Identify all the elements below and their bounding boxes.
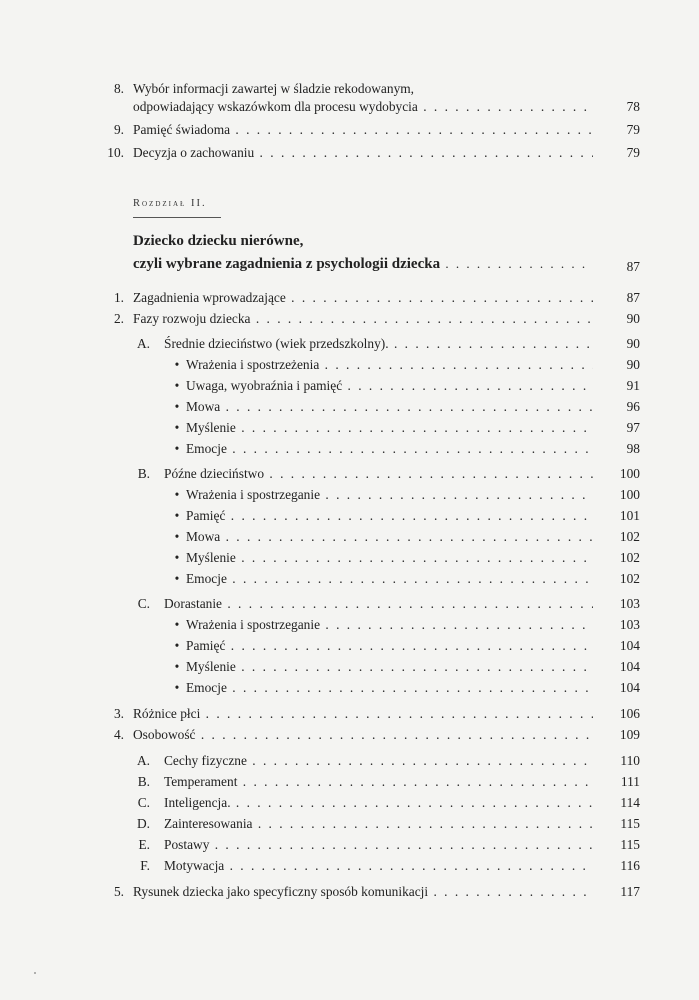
page-number: 98: [626, 441, 640, 456]
entry-title: Pamięć świadoma . . .: [133, 120, 593, 140]
page-number: 103: [619, 596, 640, 611]
bullet-icon: •: [174, 659, 180, 674]
bullet-icon: •: [174, 441, 180, 456]
entry-title: Cechy fizyczne . . .: [164, 751, 593, 771]
page-number: 90: [626, 311, 640, 326]
entry-number: 2.: [113, 311, 124, 326]
entry-title: Rysunek dziecka jako specyficzny sposób komunikacji . . .: [133, 882, 593, 902]
bullet-icon: •: [174, 487, 180, 502]
entry-title: Pamięć . . .: [186, 636, 593, 656]
entry-number: 1.: [113, 290, 124, 305]
page-number: 87: [626, 259, 640, 274]
page-number: 87: [626, 290, 640, 305]
toc-bullet-entry: [0, 506, 699, 526]
bullet-icon: •: [174, 357, 180, 372]
entry-title: Myślenie . . .: [186, 418, 593, 438]
entry-title: Emocje . . .: [186, 678, 593, 698]
toc-bullet-entry: [0, 485, 699, 505]
page-number: 100: [619, 466, 640, 481]
entry-title: Motywacja . . .: [164, 856, 593, 876]
entry-number: 8.: [113, 81, 124, 96]
bullet-icon: •: [174, 399, 180, 414]
toc-entry: [0, 120, 699, 140]
entry-title: Późne dzieciństwo . . .: [164, 464, 593, 484]
page-number: 79: [626, 145, 640, 160]
toc-entry: [0, 288, 699, 308]
entry-number: 10.: [107, 145, 124, 160]
toc-entry: [0, 725, 699, 745]
bullet-icon: •: [174, 529, 180, 544]
entry-title: Zainteresowania . . .: [164, 814, 593, 834]
entry-title: Decyzja o zachowaniu . . .: [133, 143, 593, 163]
chapter-title: Dziecko dziecku nierówne,: [133, 233, 304, 249]
entry-letter: C.: [137, 795, 150, 810]
page-number: 91: [626, 378, 640, 393]
toc-entry: [0, 704, 699, 724]
entry-letter: F.: [140, 858, 150, 873]
toc-bullet-entry: [0, 376, 699, 396]
entry-title: Myślenie . . .: [186, 657, 593, 677]
entry-number: 4.: [113, 727, 124, 742]
page-number: 102: [619, 529, 640, 544]
bullet-icon: •: [174, 571, 180, 586]
entry-title: Wrażenia i spostrzeganie . . .: [186, 485, 593, 505]
toc-bullet-entry: [0, 548, 699, 568]
toc-entry: [0, 882, 699, 902]
entry-letter: A.: [136, 336, 150, 351]
page-number: 78: [626, 99, 640, 114]
entry-title: Fazy rozwoju dziecka . . .: [133, 309, 593, 329]
entry-title: Wrażenia i spostrzeganie . . .: [186, 615, 593, 635]
toc-subentry: [0, 856, 699, 876]
entry-number: 5.: [113, 884, 124, 899]
entry-letter: B.: [137, 466, 150, 481]
entry-title: Uwaga, wyobraźnia i pamięć . . .: [186, 376, 593, 396]
chapter-page-row: [0, 257, 699, 277]
page-number: 111: [620, 774, 640, 789]
entry-title: Myślenie . . .: [186, 548, 593, 568]
toc-entry-continuation: [0, 97, 699, 117]
page-number: 101: [619, 508, 640, 523]
bullet-icon: •: [174, 420, 180, 435]
entry-title: Osobowość . . .: [133, 725, 593, 745]
entry-letter: A.: [136, 753, 150, 768]
page-number: 110: [620, 753, 640, 768]
entry-title: Emocje . . .: [186, 439, 593, 459]
entry-title: Zagadnienia wprowadzające . . .: [133, 288, 593, 308]
entry-title: Dorastanie . . .: [164, 594, 593, 614]
chapter-rule: [133, 217, 221, 218]
bullet-icon: •: [174, 550, 180, 565]
toc-bullet-entry: [0, 569, 699, 589]
toc-entry: [0, 309, 699, 329]
entry-title: Pamięć . . .: [186, 506, 593, 526]
toc-subentry: [0, 793, 699, 813]
page-number: 102: [619, 571, 640, 586]
page-number: 103: [619, 617, 640, 632]
bullet-icon: •: [174, 680, 180, 695]
toc-bullet-entry: [0, 615, 699, 635]
toc-bullet-entry: [0, 678, 699, 698]
entry-title: Temperament . . .: [164, 772, 593, 792]
toc-subentry: [0, 814, 699, 834]
page-number: 104: [619, 680, 640, 695]
entry-letter: C.: [137, 596, 150, 611]
toc-subentry: [0, 772, 699, 792]
entry-title: Wrażenia i spostrzeżenia . . .: [186, 355, 593, 375]
toc-subentry: [0, 835, 699, 855]
toc-entry: [0, 143, 699, 163]
toc-bullet-entry: [0, 397, 699, 417]
toc-bullet-entry: [0, 636, 699, 656]
entry-title: Mowa . . .: [186, 397, 593, 417]
entry-letter: D.: [136, 816, 150, 831]
entry-title: Różnice płci . . .: [133, 704, 593, 724]
toc-subentry: [0, 751, 699, 771]
entry-title: Mowa . . .: [186, 527, 593, 547]
toc-subentry: [0, 334, 699, 354]
entry-title: Postawy . . .: [164, 835, 593, 855]
bullet-icon: •: [174, 617, 180, 632]
entry-number: 3.: [113, 706, 124, 721]
toc-subentry: [0, 594, 699, 614]
page-number: 115: [620, 837, 640, 852]
chapter-label: Rozdział II.: [133, 198, 207, 209]
page-number: 79: [626, 122, 640, 137]
entry-number: 9.: [113, 122, 124, 137]
page-number: 102: [619, 550, 640, 565]
entry-title: Średnie dzieciństwo (wiek przedszkolny). . . .: [164, 334, 593, 354]
page-number: 96: [626, 399, 640, 414]
entry-letter: B.: [137, 774, 150, 789]
bullet-icon: •: [174, 508, 180, 523]
page-number: 106: [619, 706, 640, 721]
page-number: 116: [620, 858, 640, 873]
page-number: 115: [620, 816, 640, 831]
page-number: 117: [620, 884, 640, 899]
page-number: 114: [620, 795, 640, 810]
entry-letter: E.: [138, 837, 150, 852]
page-number: 90: [626, 357, 640, 372]
toc-bullet-entry: [0, 418, 699, 438]
entry-title: Emocje . . .: [186, 569, 593, 589]
page-number: 109: [619, 727, 640, 742]
scan-speck: [34, 972, 36, 974]
page-number: 104: [619, 638, 640, 653]
toc-bullet-entry: [0, 439, 699, 459]
toc-bullet-entry: [0, 355, 699, 375]
entry-title: odpowiadający wskazówkom dla procesu wydobycia . . .: [133, 97, 593, 117]
page-number: 97: [626, 420, 640, 435]
chapter-title: czyli wybrane zagadnienia z psychologii dziecka . . .: [133, 256, 593, 273]
toc-bullet-entry: [0, 657, 699, 677]
page-number: 90: [626, 336, 640, 351]
entry-title: Wybór informacji zawartej w śladzie rekodowanym,: [133, 81, 415, 96]
bullet-icon: •: [174, 638, 180, 653]
page-number: 100: [619, 487, 640, 502]
toc-bullet-entry: [0, 527, 699, 547]
toc-entry: [0, 79, 699, 99]
entry-title: Inteligencja. . . .: [164, 793, 593, 813]
toc-subentry: [0, 464, 699, 484]
bullet-icon: •: [174, 378, 180, 393]
page-number: 104: [619, 659, 640, 674]
